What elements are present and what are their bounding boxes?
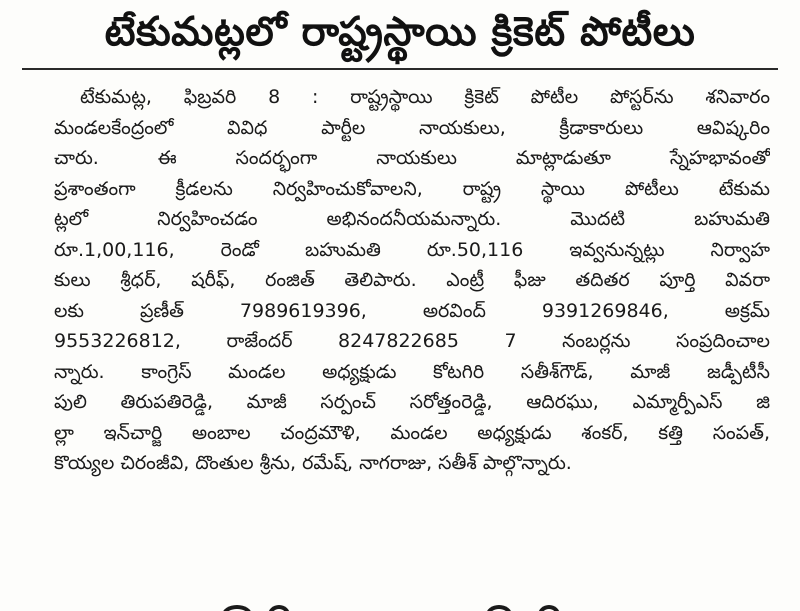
body-line: టేకుమట్ల, ఫిబ్రవరి 8 : రాష్ట్రస్థాయి క్రికెట్ పోటీల పోస్టర్‌ను శనివారం (80, 86, 770, 108)
cutoff-glyph-fragment (538, 605, 560, 611)
cutoff-glyph-fragment (268, 605, 290, 611)
body-line: ప్రశాంతంగా క్రీడలను నిర్వహించుకోవాలని, రాష్ట్ర స్థాయి పోటీలు టేకుమ (54, 177, 770, 200)
next-article-cutoff (0, 589, 800, 611)
body-line: మండలకేంద్రంలో వివిధ పార్టీల నాయకులు, క్రీడాకారులు ఆవిష్కరిం (54, 116, 770, 139)
cutoff-glyph-fragment (486, 605, 512, 611)
body-line: ల్లా ఇన్‌చార్జి అంబాల చంద్రమౌళి, మండల అధ్యక్షుడు శంకర్, కత్తి సంపత్, (54, 421, 770, 444)
body-line: రూ.1,00,116, రెండో బహుమతి రూ.50,116 ఇవ్వనున్నట్లు నిర్వాహ (54, 238, 770, 261)
cutoff-glyph-fragment (222, 605, 252, 611)
body-line: 9553226812, రాజేందర్ 8247822685 7 నంబర్లను సంప్రదించాల (54, 330, 770, 352)
body-line: కులు శ్రీధర్, షరీఫ్, రంజిత్ తెలిపారు. ఎంట్రీ ఫీజు తదితర పూర్తి వివరా (54, 269, 770, 291)
body-line: చారు. ఈ సందర్భంగా నాయకులు మాట్లాడుతూ స్నేహభావంతో (54, 147, 770, 169)
body-line: న్నారు. కాంగ్రెస్ మండల అధ్యక్షుడు కోటగిరి సతీశ్‌గౌడ్, మాజీ జడ్పీటీసీ (54, 360, 770, 383)
body-line: లకు ప్రణీత్ 7989619396, అరవింద్ 9391269846, అక్రమ్ (54, 299, 770, 322)
article-body (54, 82, 770, 479)
headline-rule (22, 68, 778, 70)
article-headline: టేకుమట్లలో రాష్ట్రస్థాయి క్రికెట్ పోటీలు (104, 9, 696, 55)
body-line: కొయ్యల చిరంజీవి, దొంతుల శ్రీను, రమేష్, నాగరాజు, సతీశ్ పాల్గొన్నారు. (54, 452, 572, 474)
body-line: పులి తిరుపతిరెడ్డి, మాజీ సర్పంచ్ సరోత్తంరెడ్డి, ఆదిరఘు, ఎమ్మార్పీఎస్ జి (54, 391, 770, 413)
body-line: ట్లలో నిర్వహించడం అభినందనీయమన్నారు. మొదటి బహుమతి (54, 208, 770, 230)
